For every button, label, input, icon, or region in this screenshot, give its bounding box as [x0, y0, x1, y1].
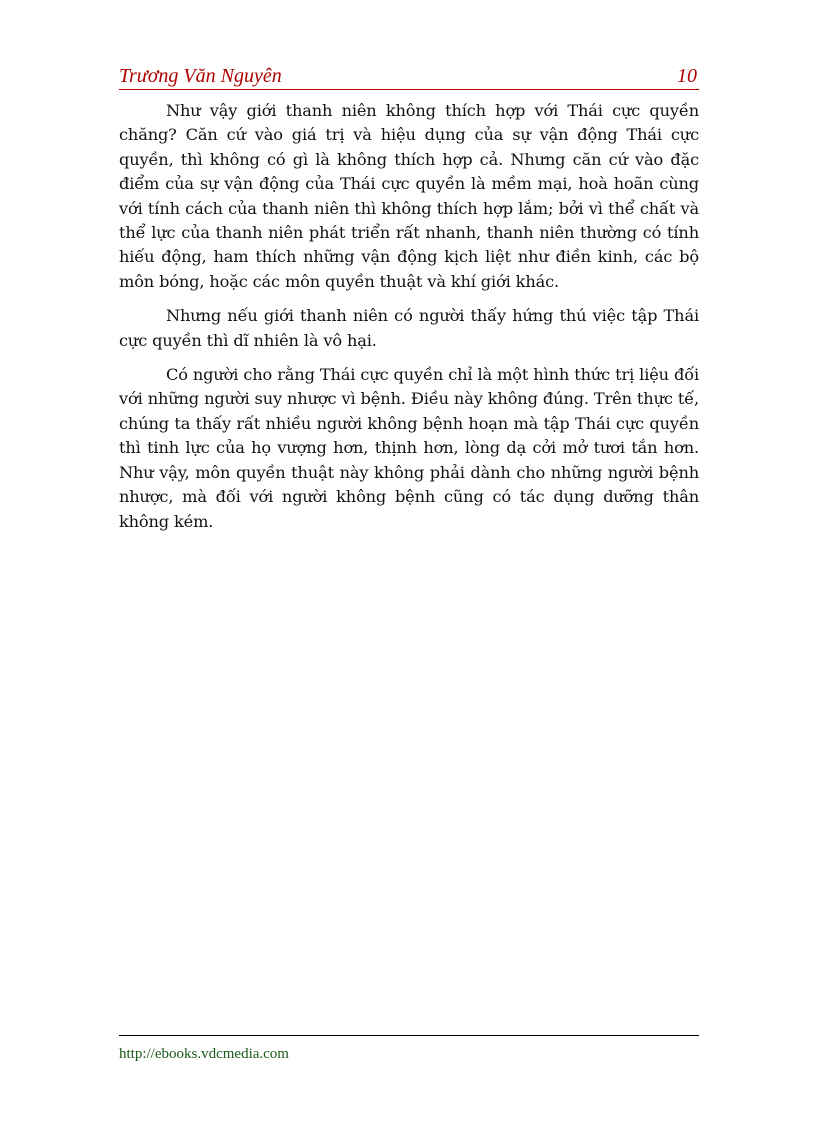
footer-link[interactable]: http://ebooks.vdcmedia.com: [119, 1046, 289, 1062]
paragraph: Như vậy giới thanh niên không thích hợp với Thái cực quyền chăng? Căn cứ vào giá trị và hiệu dụng của sự vận động Thái cực quyền, thì không có gì là không thích hợp cả. Nhưng căn cứ vào đặc điểm của sự vận động của Thái cực quyền là mềm mại, hoà hoãn cùng với tính cách của thanh niên thì không thích hợp lắm; bởi vì thể chất và thể lực của thanh niên phát triển rất nhanh, thanh niên thường có tính hiếu động, ham thích những vận động kịch liệt như điền kinh, các bộ môn bóng, hoặc các môn quyền thuật và khí giới khác.: [119, 101, 699, 291]
paragraph: Nhưng nếu giới thanh niên có người thấy hứng thú việc tập Thái cực quyền thì dĩ nhiên là vô hại.: [119, 306, 699, 350]
body-text: [119, 99, 699, 544]
page-number: 10: [677, 65, 697, 87]
paragraph: Có người cho rằng Thái cực quyền chỉ là một hình thức trị liệu đối với những người suy nhược vì bệnh. Điều này không đúng. Trên thực tế, chúng ta thấy rất nhiều người không bệnh hoạn mà tập Thái cực quyền thì tinh lực của họ vượng hơn, thịnh hơn, lòng dạ cởi mở tươi tắn hơn. Như vậy, môn quyền thuật này không phải dành cho những người bệnh nhược, mà đối với người không bệnh cũng có tác dụng dưỡng thân không kém.: [119, 365, 699, 531]
header-author: Trương Văn Nguyên: [119, 65, 282, 87]
footer-divider: [119, 1035, 699, 1036]
page-header: [119, 63, 699, 90]
